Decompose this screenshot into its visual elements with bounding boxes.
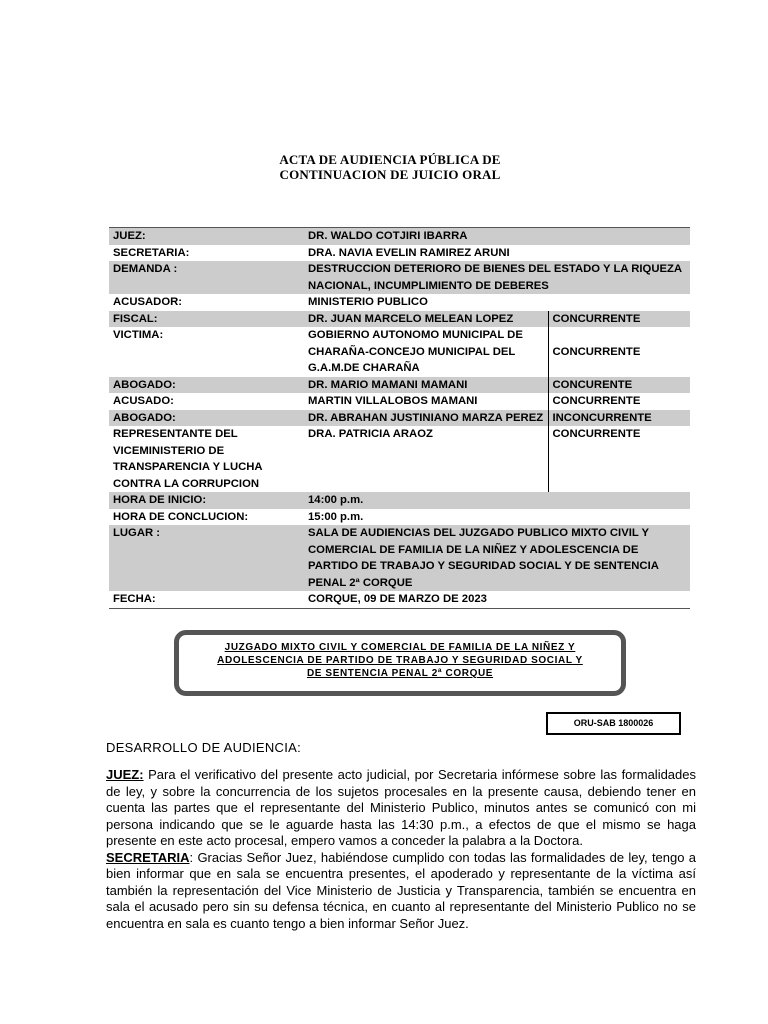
paragraph-secretaria [106,850,696,933]
row-secretaria [109,245,690,262]
row-label: REPRESENTANTE DEL VICEMINISTERIO DE TRANSPARENCIA Y LUCHA CONTRA LA CORRUPCION [113,428,263,490]
hearing-body [106,767,696,932]
row-value: 14:00 p.m. [304,492,690,509]
row-label: ACUSADO: [113,395,174,407]
row-label: ACUSADOR: [113,296,183,308]
row-status: CONCURRENTE [548,426,690,492]
row-label: SECRETARIA: [113,246,190,259]
row-value: MARTIN VILLALOBOS MAMANI [308,395,478,407]
row-status: CONCURRENTE [548,393,690,410]
row-label: VICTIMA: [113,329,164,341]
paragraph-text: : Gracias Señor Juez, habiéndose cumplido con todas las formalidades de ley, tengo a bien informar que en sala se encuentra presentes, el apoderado y representante de la víctima así también la representación del Vice Ministerio de Justicia y Transparencia, también se encuentra en sala el acusado pero sin su defensa técnica, en cuanto al representante del Ministerio Publico no se encuentra en sala es cuanto tengo a bien informar Señor Juez. [106,849,696,931]
row-acusado [109,393,690,410]
case-code-box: ORU-SAB 1800026 [546,712,681,735]
row-value: DR. WALDO COTJIRI IBARRA [304,228,690,245]
row-label: JUEZ: [109,228,304,245]
row-victima [109,327,690,377]
row-label: LUGAR : [109,525,304,591]
row-label: HORA DE CONCLUCION: [113,510,249,523]
row-demanda [109,261,690,294]
title-line-2: CONTINUACION DE JUICIO ORAL [279,167,501,182]
row-fiscal [109,311,690,328]
row-value: CORQUE, 09 DE MARZO DE 2023 [304,591,690,608]
row-representante [109,426,690,492]
row-label: ABOGADO: [109,377,304,394]
row-value: DRA. NAVIA EVELIN RAMIREZ ARUNI [308,246,510,259]
hearing-info-table [109,227,690,609]
row-fecha [109,591,690,608]
court-line-3: DE SENTENCIA PENAL 2ª CORQUE [306,668,494,679]
row-status: INCONCURRENTE [548,410,690,427]
row-abogado-acusado [109,410,690,427]
row-abogado-victima [109,377,690,394]
row-value: 15:00 p.m. [308,510,364,523]
row-label: FISCAL: [109,311,304,328]
row-label: FECHA: [109,591,304,608]
row-status: CONCURENTE [548,377,690,394]
row-value: DR. ABRAHAN JUSTINIANO MARZA PEREZ [304,410,548,427]
row-lugar [109,525,690,591]
row-value: MINISTERIO PUBLICO [308,296,428,308]
paragraph-juez [106,767,696,850]
section-heading: DESARROLLO DE AUDIENCIA: [106,740,302,755]
row-label: ABOGADO: [109,410,304,427]
row-value: SALA DE AUDIENCIAS DEL JUZGADO PUBLICO MIXTO CIVIL Y COMERCIAL DE FAMILIA DE LA NIÑEZ Y ADOLESCENCIA DE PARTIDO DE TRABAJO Y SEGURIDAD SOCIAL Y DE SENTENCIA PENAL 2ª CORQUE [304,525,690,591]
court-line-2: ADOLESCENCIA DE PARTIDO DE TRABAJO Y SEGURIDAD SOCIAL Y [217,655,583,666]
row-status: CONCURRENTE [548,311,690,328]
row-value: DRA. PATRICIA ARAOZ [308,428,433,440]
row-value: DR. JUAN MARCELO MELEAN LOPEZ [304,311,548,328]
row-label: HORA DE INICIO: [109,492,304,509]
court-name-box [174,630,626,696]
row-hora-conclusion [109,509,690,526]
row-juez [109,228,690,245]
paragraph-text: Para el verificativo del presente acto judicial, por Secretaria infórmese sobre las formalidades de ley, y sobre la concurrencia de los sujetos procesales en la presente causa, debiendo tener en cuenta las partes que el representante del Ministerio Publico, minutos antes se comunicó con mi persona indicando que se le aguarde hasta las 14:30 p.m., a efectos de que el mismo se haga presente en este acto procesal, empero vamos a conceder la palabra a la Doctora. [106,767,696,848]
speaker-label: SECRETARIA [106,849,190,865]
row-value: DR. MARIO MAMANI MAMANI [304,377,548,394]
court-line-1: JUZGADO MIXTO CIVIL Y COMERCIAL DE FAMILIA DE LA NIÑEZ Y [224,642,576,653]
document-title [0,152,768,182]
title-line-1: ACTA DE AUDIENCIA PÚBLICA DE [279,152,501,167]
row-value: GOBIERNO AUTONOMO MUNICIPAL DE CHARAÑA-CONCEJO MUNICIPAL DEL G.A.M.DE CHARAÑA [308,329,523,374]
row-hora-inicio [109,492,690,509]
row-acusador [109,294,690,311]
row-value: DESTRUCCION DETERIORO DE BIENES DEL ESTADO Y LA RIQUEZA NACIONAL, INCUMPLIMIENTO DE DEBERES [304,261,690,294]
row-label: DEMANDA : [109,261,304,294]
speaker-label: JUEZ: [106,767,144,782]
row-status: CONCURRENTE [548,327,690,377]
